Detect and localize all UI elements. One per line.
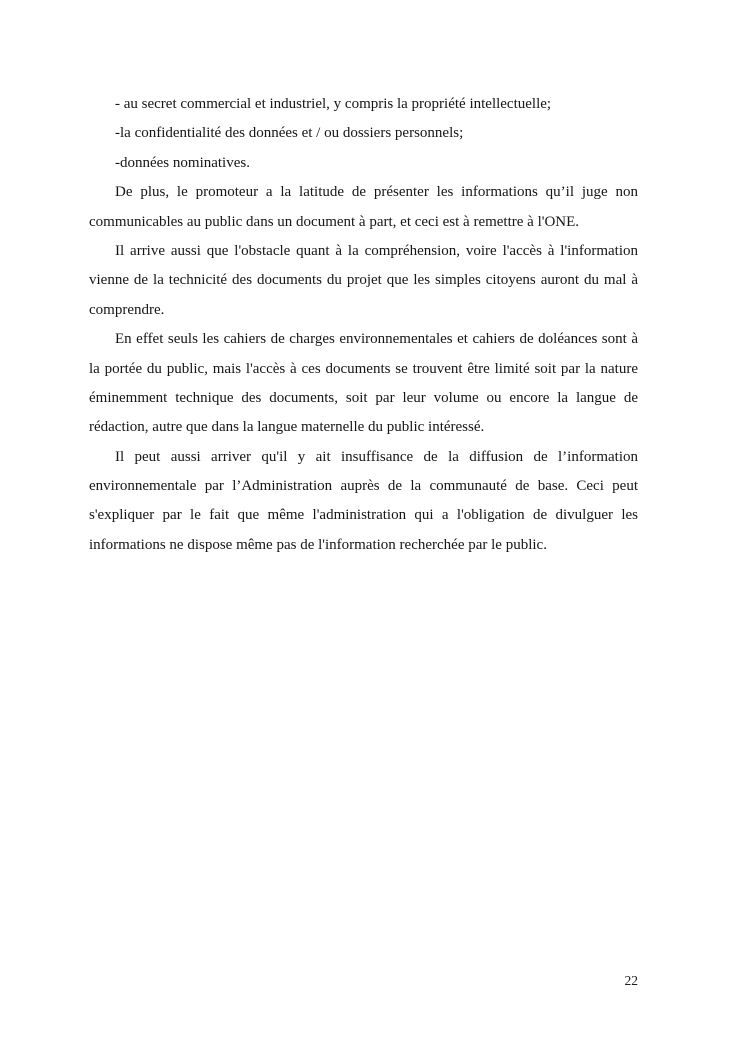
- paragraph: [89, 443, 638, 561]
- text-line: rédaction, autre que dans la langue maternelle du public intéressé.: [89, 419, 485, 436]
- text-line: la portée du public, mais l'accès à ces documents se trouvent être limité soit par la nature: [89, 360, 638, 377]
- text-line: environnementale par l’Administration auprès de la communauté de base. Ceci peut: [89, 478, 638, 495]
- page-number: 22: [624, 973, 638, 988]
- text-line: éminemment technique des documents, soit par leur volume ou encore la langue de: [89, 389, 638, 406]
- paragraph: [89, 90, 638, 119]
- paragraph: [89, 237, 638, 325]
- body-text: [89, 90, 638, 560]
- paragraph: [89, 149, 638, 178]
- paragraph: [89, 325, 638, 443]
- text-line: De plus, le promoteur a la latitude de présenter les informations qu’il juge non: [115, 184, 638, 201]
- page-footer: [89, 966, 638, 995]
- text-line: s'expliquer par le fait que même l'administration qui a l'obligation de divulguer les: [89, 507, 638, 524]
- text-line: informations ne dispose même pas de l'information recherchée par le public.: [89, 536, 547, 553]
- paragraph: [89, 119, 638, 148]
- text-line: Il peut aussi arriver qu'il y ait insuffisance de la diffusion de l’information: [115, 448, 638, 465]
- text-line: -données nominatives.: [115, 154, 250, 171]
- text-line: - au secret commercial et industriel, y compris la propriété intellectuelle;: [115, 96, 552, 112]
- text-line: communicables au public dans un document à part, et ceci est à remettre à l'ONE.: [89, 213, 580, 230]
- text-line: En effet seuls les cahiers de charges environnementales et cahiers de doléances sont à: [115, 331, 638, 348]
- text-line: vienne de la technicité des documents du projet que les simples citoyens auront du mal à: [89, 272, 638, 289]
- text-line: Il arrive aussi que l'obstacle quant à la compréhension, voire l'accès à l'information: [115, 242, 638, 259]
- paragraph: [89, 178, 638, 237]
- text-line: -la confidentialité des données et / ou dossiers personnels;: [115, 125, 464, 142]
- text-line: comprendre.: [89, 301, 165, 318]
